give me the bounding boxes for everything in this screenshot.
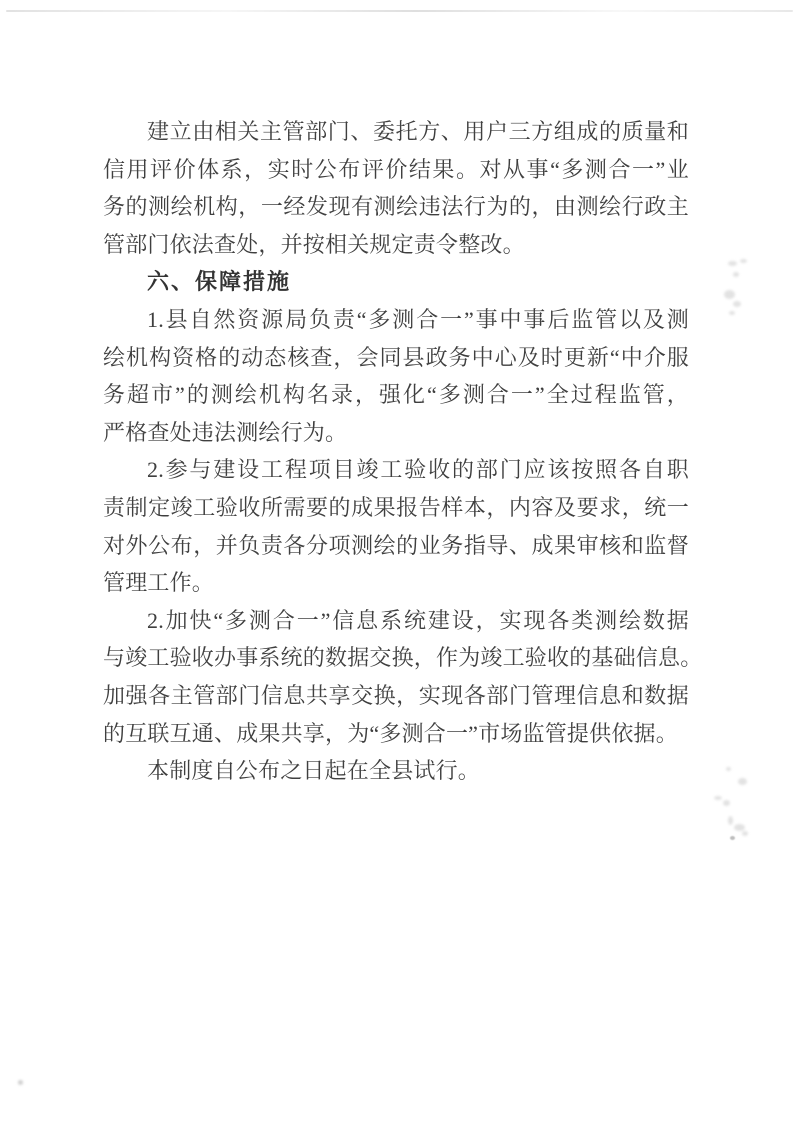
paragraph: [103, 602, 703, 752]
paragraph: [103, 301, 689, 451]
text-line: 责制定竣工验收所需要的成果报告样本，内容及要求，统一: [103, 494, 689, 520]
text-line: 管理工作。: [103, 570, 215, 596]
text-line: 2.参与建设工程项目竣工验收的部门应该按照各自职: [147, 457, 689, 483]
text-line: 对外公布，并负责各分项测绘的业务指导、成果审核和监督: [103, 532, 689, 558]
text-line: 务超市”的测绘机构名录，强化“多测合一”全过程监管，: [103, 382, 689, 408]
text-line: 建立由相关主管部门、委托方、用户三方组成的质量和: [147, 119, 689, 144]
text-line: 2.加快“多测合一”信息系统建设，实现各类测绘数据: [147, 607, 689, 633]
text-line: 六、保障措施: [147, 269, 292, 295]
paragraph: [103, 113, 689, 263]
text-line: 本制度自公布之日起在全县试行。: [147, 758, 481, 784]
text-line: 1.县自然资源局负责“多测合一”事中事后监管以及测: [147, 306, 689, 332]
text-line: 信用评价体系，实时公布评价结果。对从事“多测合一”业: [103, 156, 689, 182]
document-content: [103, 113, 703, 790]
text-line: 的互联互通、成果共享，为“多测合一”市场监管提供依据。: [103, 720, 678, 746]
scanner-edge-line: [6, 10, 793, 12]
section-heading: [103, 263, 689, 301]
paragraph: [103, 451, 689, 601]
text-line: 严格查处违法测绘行为。: [103, 419, 348, 445]
text-line: 与竣工验收办事系统的数据交换，作为竣工验收的基础信息。: [103, 645, 703, 671]
text-line: 绘机构资格的动态核查，会同县政务中心及时更新“中介服: [103, 344, 689, 370]
paragraph: [103, 752, 689, 790]
text-line: 管部门依法查处，并按相关规定责令整改。: [103, 231, 525, 257]
text-line: 加强各主管部门信息共享交换，实现各部门管理信息和数据: [103, 682, 689, 708]
text-line: 务的测绘机构，一经发现有测绘违法行为的，由测绘行政主: [103, 194, 689, 220]
